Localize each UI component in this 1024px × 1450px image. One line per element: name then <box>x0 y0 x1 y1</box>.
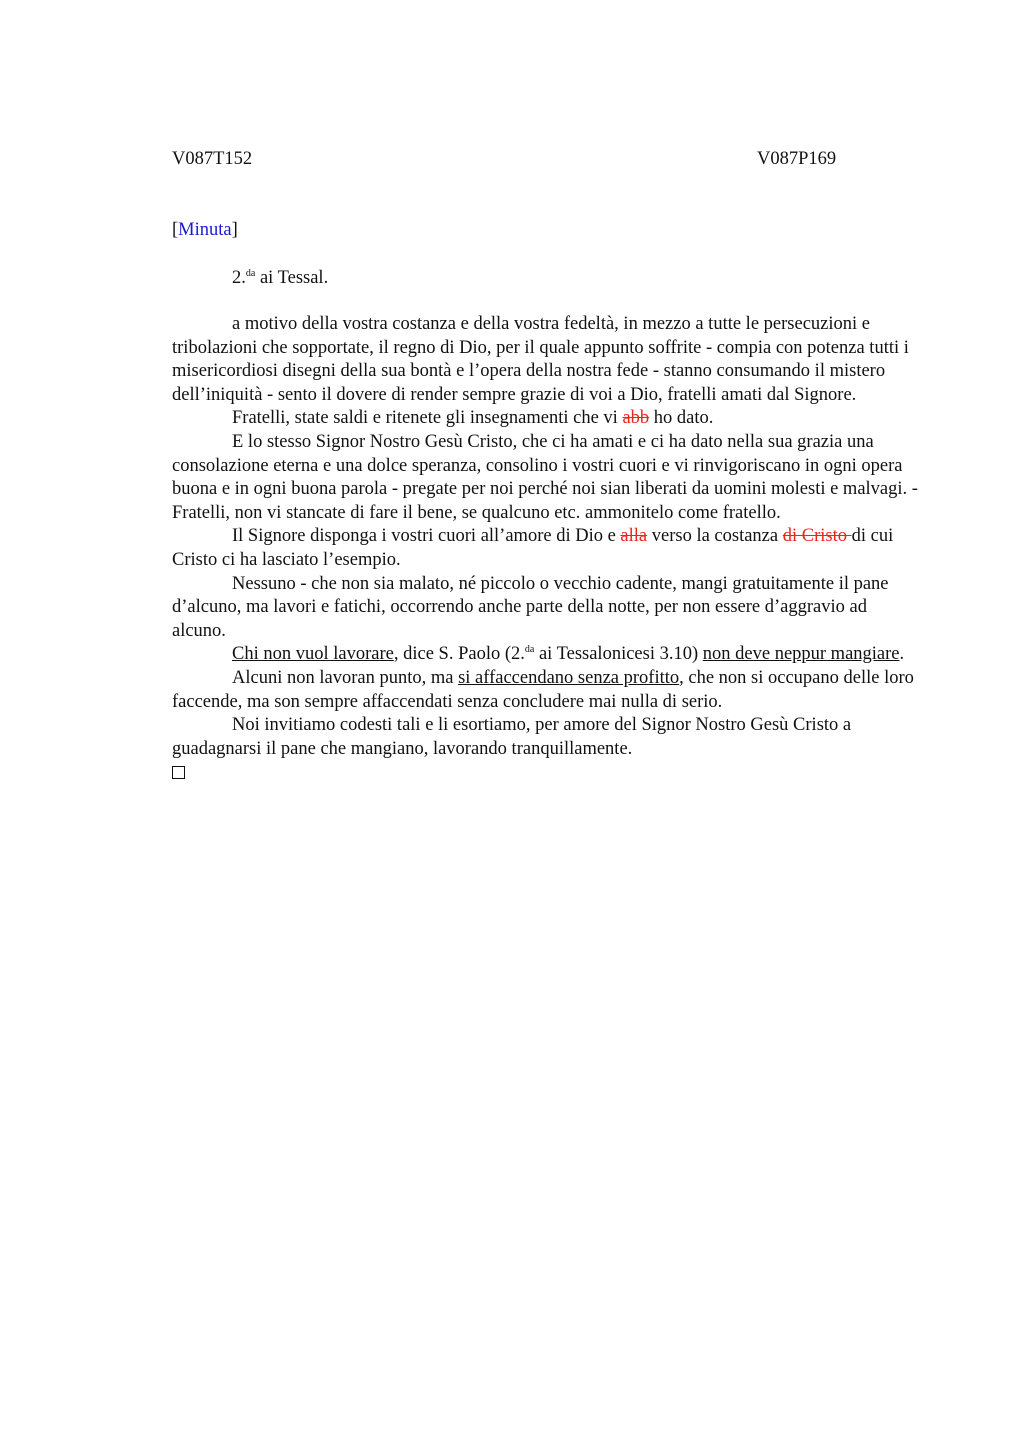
deleted-text: di Cristo <box>782 526 852 547</box>
paragraph-5: Nessuno - che non sia malato, né piccolo o vecchio cadente, mangi gratuitamente il pane d’alcuno, ma lavori e fatichi, occorrendo anche parte della notte, per non essere d’aggravio ad alcuno. <box>172 573 889 641</box>
paragraph-6-text-c: . <box>899 644 905 665</box>
paragraph-2-text-b: ho dato. <box>649 408 714 429</box>
document-code-left: V087T152 <box>172 149 253 169</box>
draft-tag <box>172 218 238 242</box>
underlined-quote: Chi non vuol lavorare <box>232 644 394 665</box>
paragraph-7 <box>172 667 924 714</box>
paragraph-4-text-a: Il Signore disponga i vostri cuori all’amore di Dio e <box>232 526 621 547</box>
deleted-text: abb <box>622 408 650 429</box>
page-title <box>232 266 328 290</box>
paragraph-7-text-b: , che non si occupano delle loro faccende, ma son sempre affaccendati senza concludere mai nulla di serio. <box>172 667 914 712</box>
paragraph-6-superscript: da <box>524 644 535 656</box>
paragraph-2-text-a: Fratelli, state saldi e ritenete gli insegnamenti che vi <box>232 408 623 429</box>
paragraph-7-text-a: Alcuni non lavoran punto, ma <box>232 667 459 688</box>
title-number: 2. <box>232 268 246 288</box>
paragraph-4 <box>172 525 924 572</box>
paragraph-4-text-b: verso la costanza <box>647 526 783 547</box>
tag-bracket-open: [ <box>172 220 179 240</box>
deleted-text: alla <box>620 526 648 547</box>
tag-label: Minuta <box>178 220 232 240</box>
paragraph-8: Noi invitiamo codesti tali e li esortiamo, per amore del Signor Nostro Gesù Cristo a guadagnarsi il pane che mangiano, lavorando tranquillamente. <box>172 715 852 759</box>
paragraph-1: a motivo della vostra costanza e della vostra fedeltà, in mezzo a tutte le persecuzioni e tribolazioni che sopportate, il regno di Dio, per il quale appunto soffrite - compia con potenza tutti i misericordiosi disegni della sua bontà e l’opera della nostra fede - stanno consumando il mistero dell’iniquità - sento il dovere di render sempre grazie di voi a Dio, fratelli amati dal Signore. <box>172 314 909 405</box>
paragraph-6-text-b: ai Tessalonicesi 3.10) <box>534 644 703 665</box>
underlined-phrase: si affaccendano senza profitto <box>458 667 680 688</box>
tag-bracket-close: ] <box>231 220 238 240</box>
underlined-quote: non deve neppur mangiare <box>702 644 900 665</box>
title-superscript: da <box>245 268 256 279</box>
paragraph-4-text-c: di cui Cristo ci ha lasciato l’esempio. <box>172 526 894 570</box>
end-mark-icon <box>172 766 185 779</box>
paragraph-3: E lo stesso Signor Nostro Gesù Cristo, che ci ha amati e ci ha dato nella sua grazia una consolazione eterna e una dolce speranza, consolino i vostri cuori e vi rinvigoriscano in ogni opera buona e in ogni buona parola - pregate per noi perché noi sian liberati da uomini molesti e malvagi. - Fratelli, non vi stancate di fare il bene, se qualcuno etc. ammonitelo come fratello. <box>172 431 918 523</box>
letter-body <box>172 313 924 779</box>
document-code-right: V087P169 <box>757 149 837 169</box>
paragraph-6 <box>172 643 924 667</box>
paragraph-6-text-a: , dice S. Paolo (2. <box>393 644 525 665</box>
paragraph-2 <box>172 407 924 431</box>
title-text: ai Tessal. <box>255 268 329 288</box>
